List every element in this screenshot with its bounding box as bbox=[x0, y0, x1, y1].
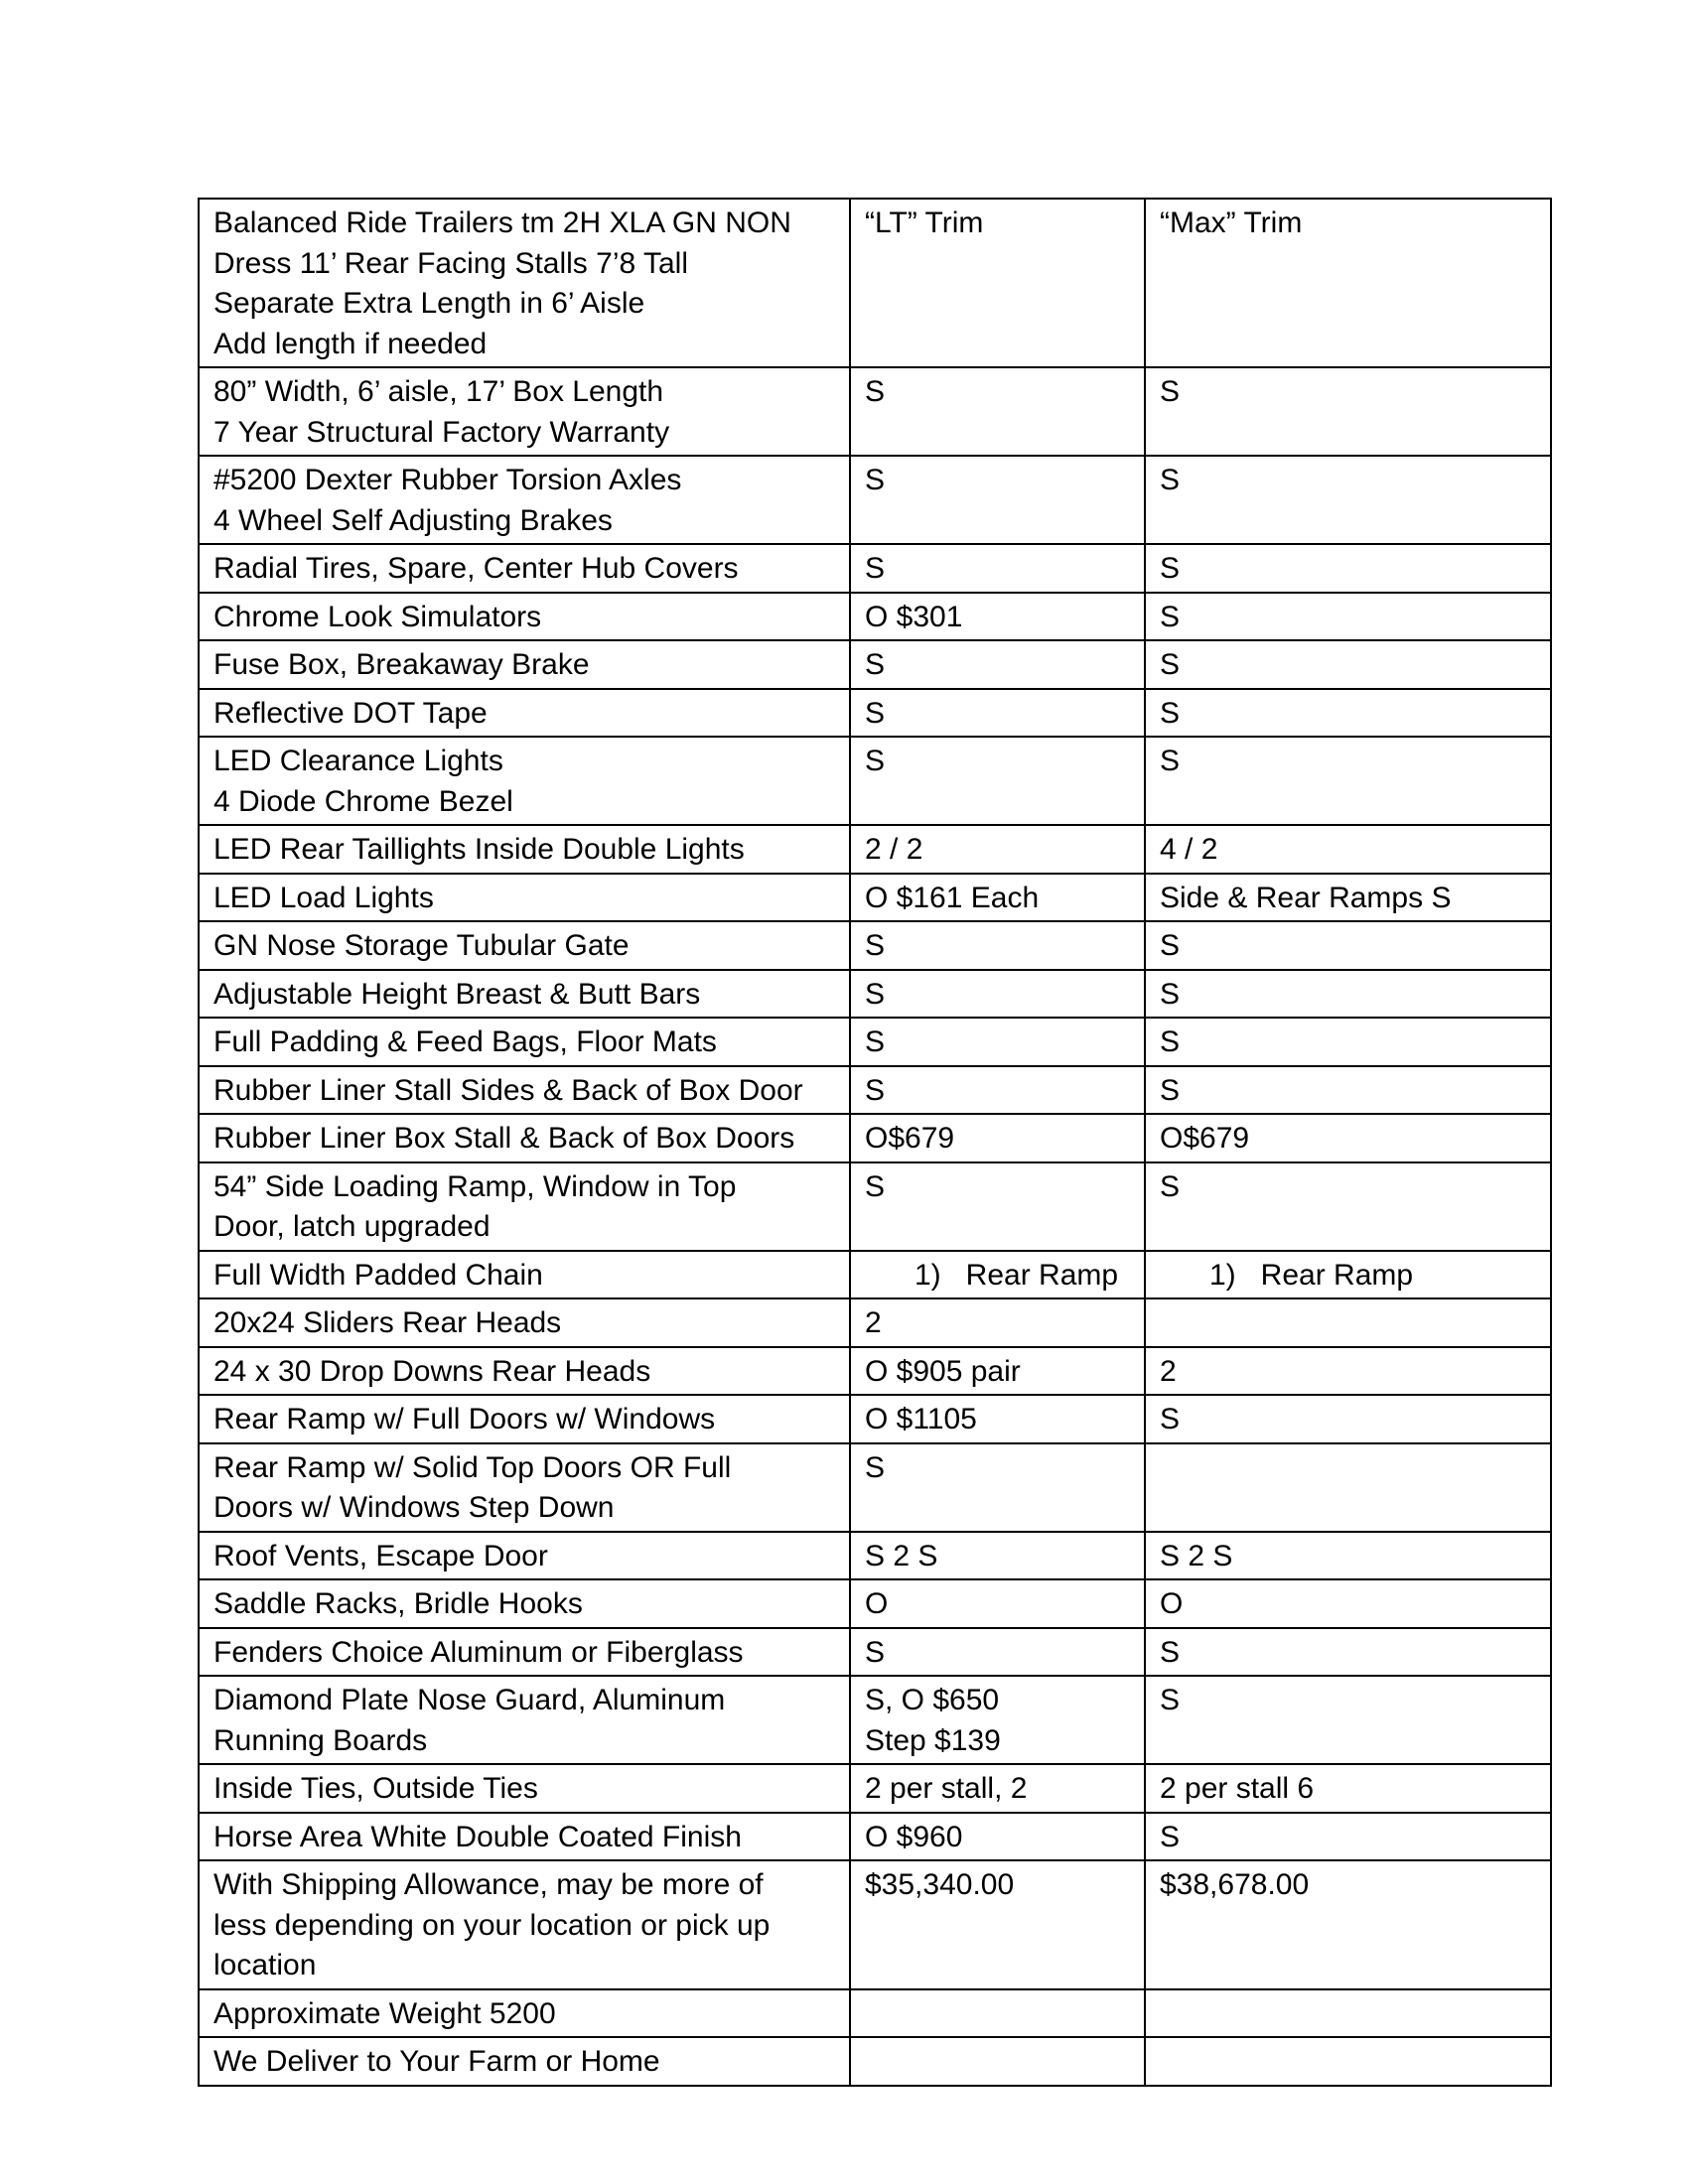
lt-value-cell: O $1105 bbox=[850, 1395, 1145, 1443]
table-row bbox=[199, 874, 1551, 922]
feature-cell: Saddle Racks, Bridle Hooks bbox=[199, 1579, 850, 1628]
table-row bbox=[199, 1813, 1551, 1861]
table-row bbox=[199, 1860, 1551, 1989]
lt-value-cell: $35,340.00 bbox=[850, 1860, 1145, 1989]
feature-cell: Chrome Look Simulators bbox=[199, 593, 850, 641]
feature-cell: 24 x 30 Drop Downs Rear Heads bbox=[199, 1347, 850, 1396]
table-row bbox=[199, 1018, 1551, 1066]
max-value-cell: S bbox=[1145, 456, 1551, 544]
max-value-cell: $38,678.00 bbox=[1145, 1860, 1551, 1989]
max-value-cell: S bbox=[1145, 1813, 1551, 1861]
lt-value-cell bbox=[850, 1989, 1145, 2038]
feature-cell: Fuse Box, Breakaway Brake bbox=[199, 640, 850, 689]
table-row bbox=[199, 1579, 1551, 1628]
max-value-cell: S bbox=[1145, 737, 1551, 825]
max-value-cell bbox=[1145, 1298, 1551, 1347]
feature-cell: Radial Tires, Spare, Center Hub Covers bbox=[199, 544, 850, 593]
lt-value-cell: O $905 pair bbox=[850, 1347, 1145, 1396]
lt-trim-header: “LT” Trim bbox=[850, 199, 1145, 367]
lt-value-cell: S bbox=[850, 1443, 1145, 1532]
max-trim-header: “Max” Trim bbox=[1145, 199, 1551, 367]
max-value-cell: S 2 S bbox=[1145, 1532, 1551, 1580]
table-row bbox=[199, 1066, 1551, 1115]
max-value-cell: S bbox=[1145, 544, 1551, 593]
lt-value-cell: S bbox=[850, 367, 1145, 456]
max-value-cell: 2 bbox=[1145, 1347, 1551, 1396]
model-description-cell: Balanced Ride Trailers tm 2H XLA GN NON Dress 11’ Rear Facing Stalls 7’8 Tall Separate Extra Length in 6’ Aisle Add length if needed bbox=[199, 199, 850, 367]
lt-value-cell: S bbox=[850, 737, 1145, 825]
feature-cell: Full Padding & Feed Bags, Floor Mats bbox=[199, 1018, 850, 1066]
lt-value-cell: 2 bbox=[850, 1298, 1145, 1347]
table-row bbox=[199, 1162, 1551, 1251]
feature-cell: Reflective DOT Tape bbox=[199, 689, 850, 738]
feature-cell: Horse Area White Double Coated Finish bbox=[199, 1813, 850, 1861]
table-row bbox=[199, 970, 1551, 1019]
trailer-spec-table bbox=[198, 198, 1552, 2087]
table-row bbox=[199, 737, 1551, 825]
list-item: 1) Rear Ramp bbox=[914, 1258, 1119, 1292]
table-row bbox=[199, 640, 1551, 689]
max-value-cell: O bbox=[1145, 1579, 1551, 1628]
lt-value-cell: S bbox=[850, 1162, 1145, 1251]
feature-cell: Diamond Plate Nose Guard, Aluminum Running Boards bbox=[199, 1676, 850, 1764]
table-row bbox=[199, 1347, 1551, 1396]
table-row bbox=[199, 825, 1551, 874]
lt-value-cell: 2 per stall, 2 bbox=[850, 1764, 1145, 1813]
feature-cell: GN Nose Storage Tubular Gate bbox=[199, 921, 850, 970]
table-row bbox=[199, 1395, 1551, 1443]
max-value-cell: S bbox=[1145, 1018, 1551, 1066]
table-row bbox=[199, 1443, 1551, 1532]
max-value-cell bbox=[1145, 2037, 1551, 2086]
max-value-cell: O$679 bbox=[1145, 1114, 1551, 1162]
lt-value-cell: S bbox=[850, 689, 1145, 738]
lt-value-cell bbox=[850, 2037, 1145, 2086]
feature-cell: Rubber Liner Stall Sides & Back of Box Door bbox=[199, 1066, 850, 1115]
table-header-row bbox=[199, 199, 1551, 367]
lt-value-cell bbox=[850, 1251, 1145, 1299]
table-row bbox=[199, 689, 1551, 738]
max-value-cell: S bbox=[1145, 367, 1551, 456]
max-value-cell bbox=[1145, 1989, 1551, 2038]
table-row bbox=[199, 1251, 1551, 1299]
max-value-cell: S bbox=[1145, 970, 1551, 1019]
lt-value-cell: 2 / 2 bbox=[850, 825, 1145, 874]
table-row bbox=[199, 921, 1551, 970]
max-value-cell: S bbox=[1145, 593, 1551, 641]
feature-cell: 20x24 Sliders Rear Heads bbox=[199, 1298, 850, 1347]
lt-value-cell: O $301 bbox=[850, 593, 1145, 641]
table-row bbox=[199, 367, 1551, 456]
feature-cell: LED Rear Taillights Inside Double Lights bbox=[199, 825, 850, 874]
max-value-cell: 2 per stall 6 bbox=[1145, 1764, 1551, 1813]
table-row bbox=[199, 1764, 1551, 1813]
max-value-cell: S bbox=[1145, 1676, 1551, 1764]
feature-cell: Roof Vents, Escape Door bbox=[199, 1532, 850, 1580]
table-row bbox=[199, 593, 1551, 641]
feature-cell: Rubber Liner Box Stall & Back of Box Doors bbox=[199, 1114, 850, 1162]
lt-value-cell: O bbox=[850, 1579, 1145, 1628]
lt-value-cell: S, O $650 Step $139 bbox=[850, 1676, 1145, 1764]
feature-cell: Fenders Choice Aluminum or Fiberglass bbox=[199, 1628, 850, 1677]
list-item: 1) Rear Ramp bbox=[1209, 1258, 1414, 1292]
max-value-cell: Side & Rear Ramps S bbox=[1145, 874, 1551, 922]
lt-value-cell: O$679 bbox=[850, 1114, 1145, 1162]
feature-cell: We Deliver to Your Farm or Home bbox=[199, 2037, 850, 2086]
lt-value-cell: S bbox=[850, 1066, 1145, 1115]
table-row bbox=[199, 1676, 1551, 1764]
max-value-cell: S bbox=[1145, 640, 1551, 689]
feature-cell: #5200 Dexter Rubber Torsion Axles 4 Wheel Self Adjusting Brakes bbox=[199, 456, 850, 544]
feature-cell: Adjustable Height Breast & Butt Bars bbox=[199, 970, 850, 1019]
table-row bbox=[199, 1114, 1551, 1162]
feature-cell: 54” Side Loading Ramp, Window in Top Door, latch upgraded bbox=[199, 1162, 850, 1251]
feature-cell: Rear Ramp w/ Solid Top Doors OR Full Doors w/ Windows Step Down bbox=[199, 1443, 850, 1532]
feature-cell: Approximate Weight 5200 bbox=[199, 1989, 850, 2038]
lt-value-cell: S bbox=[850, 1628, 1145, 1677]
lt-value-cell: S bbox=[850, 921, 1145, 970]
max-value-cell bbox=[1145, 1443, 1551, 1532]
lt-value-cell: S bbox=[850, 544, 1145, 593]
feature-cell: Full Width Padded Chain bbox=[199, 1251, 850, 1299]
max-value-cell: S bbox=[1145, 689, 1551, 738]
feature-cell: LED Clearance Lights 4 Diode Chrome Bezel bbox=[199, 737, 850, 825]
max-value-cell bbox=[1145, 1251, 1551, 1299]
lt-value-cell: S bbox=[850, 970, 1145, 1019]
max-value-cell: 4 / 2 bbox=[1145, 825, 1551, 874]
table-row bbox=[199, 544, 1551, 593]
max-value-cell: S bbox=[1145, 1628, 1551, 1677]
table-row bbox=[199, 1989, 1551, 2038]
table-row bbox=[199, 1628, 1551, 1677]
lt-value-cell: O $161 Each bbox=[850, 874, 1145, 922]
feature-cell: Inside Ties, Outside Ties bbox=[199, 1764, 850, 1813]
feature-cell: LED Load Lights bbox=[199, 874, 850, 922]
max-value-cell: S bbox=[1145, 1162, 1551, 1251]
table-row bbox=[199, 456, 1551, 544]
max-value-cell: S bbox=[1145, 1395, 1551, 1443]
feature-cell: 80” Width, 6’ aisle, 17’ Box Length 7 Year Structural Factory Warranty bbox=[199, 367, 850, 456]
lt-value-cell: S bbox=[850, 1018, 1145, 1066]
max-value-cell: S bbox=[1145, 1066, 1551, 1115]
table-row bbox=[199, 1532, 1551, 1580]
lt-value-cell: O $960 bbox=[850, 1813, 1145, 1861]
feature-cell: Rear Ramp w/ Full Doors w/ Windows bbox=[199, 1395, 850, 1443]
feature-cell: With Shipping Allowance, may be more of less depending on your location or pick up location bbox=[199, 1860, 850, 1989]
max-value-cell: S bbox=[1145, 921, 1551, 970]
table-row bbox=[199, 1298, 1551, 1347]
table-row bbox=[199, 2037, 1551, 2086]
lt-value-cell: S bbox=[850, 640, 1145, 689]
lt-value-cell: S bbox=[850, 456, 1145, 544]
lt-value-cell: S 2 S bbox=[850, 1532, 1145, 1580]
